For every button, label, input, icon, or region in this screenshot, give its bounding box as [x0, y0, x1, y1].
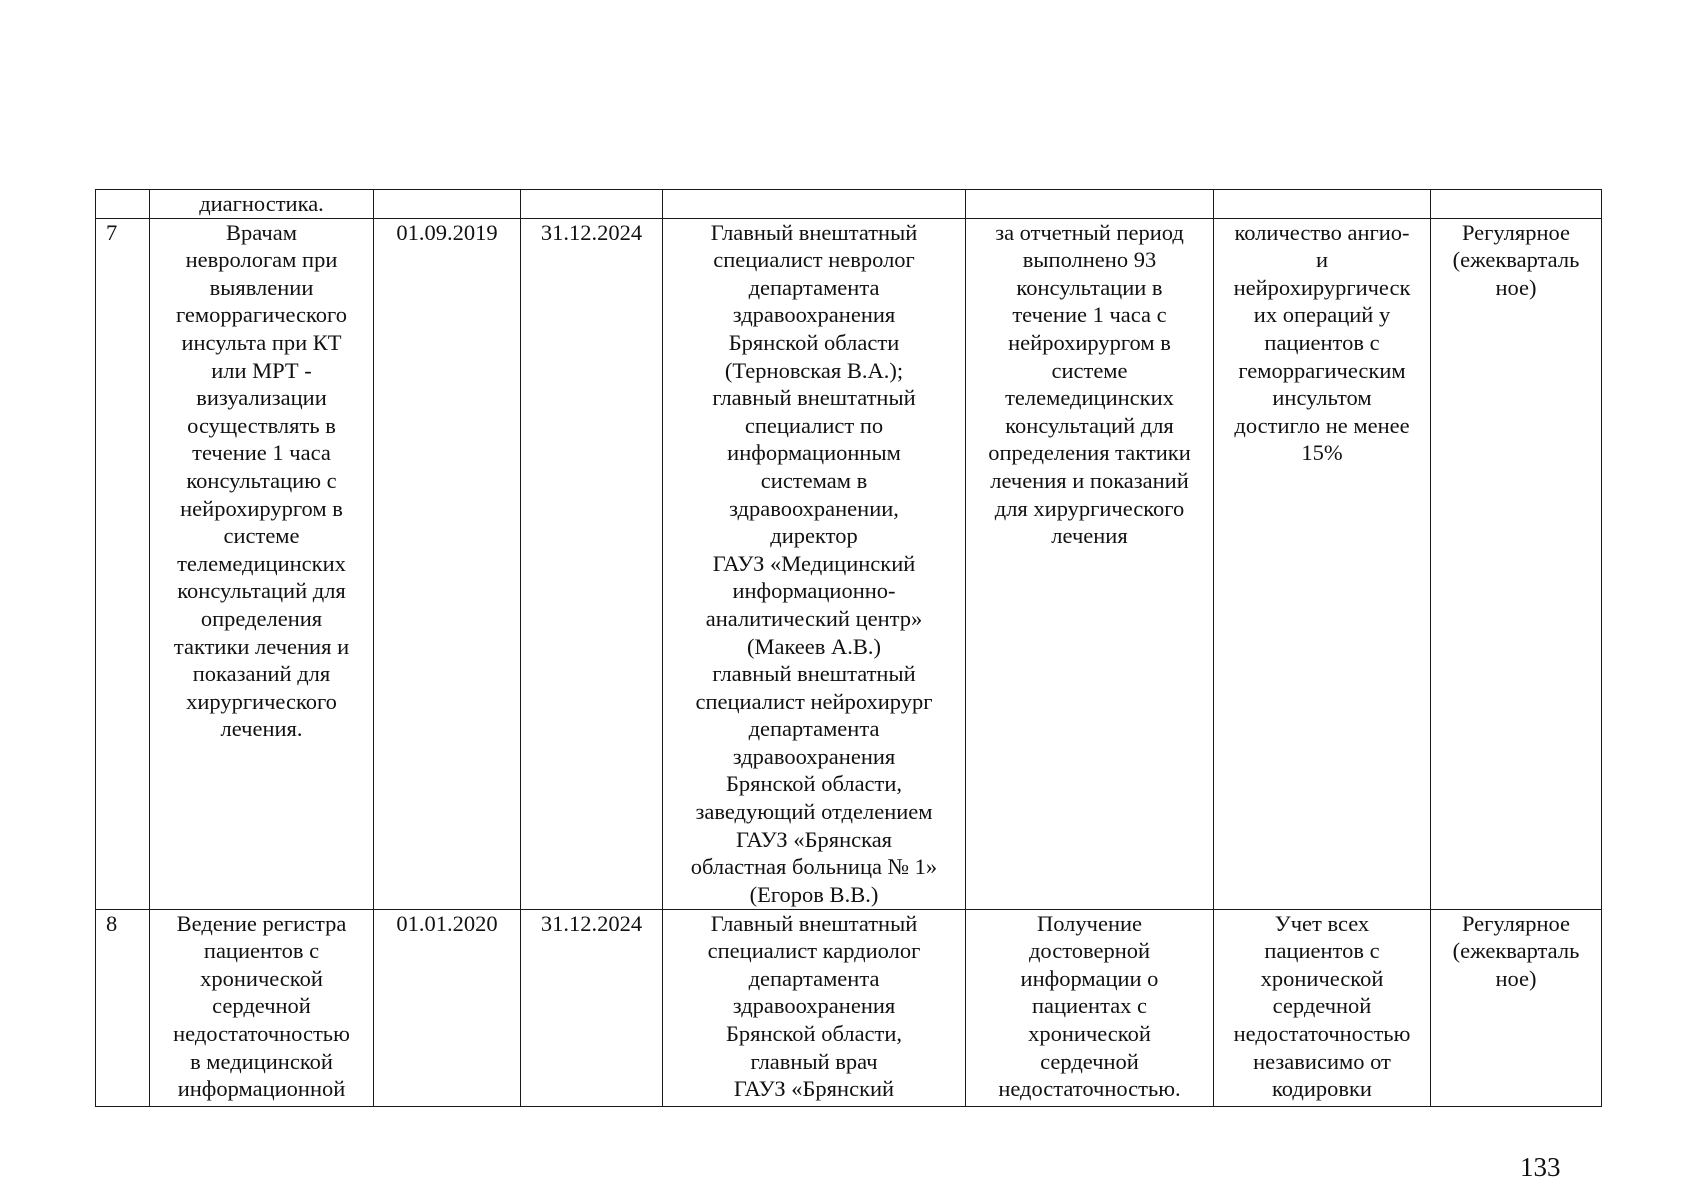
- cell-line: выполнено 93: [1022, 247, 1157, 273]
- cell-start-date: 01.01.2020: [374, 909, 521, 1106]
- cell-line: визуализации: [196, 385, 327, 411]
- cell-line: Ведение регистра: [176, 910, 347, 936]
- cell-line: ное): [1495, 274, 1537, 300]
- cell-start-date: [374, 190, 521, 219]
- cell-result: [966, 218, 1214, 909]
- cell-line: (ежекварталь: [1452, 247, 1580, 273]
- cell-line: и: [1315, 247, 1329, 273]
- cell-line: недостаточностью: [1233, 1020, 1411, 1046]
- cell-line: сердечной: [1272, 993, 1372, 1019]
- cell-line: или МРТ -: [211, 357, 312, 383]
- cell-end-date: [521, 190, 663, 219]
- cell-line: специалист по: [744, 412, 884, 438]
- cell-line: в медицинской: [190, 1048, 333, 1074]
- cell-end-date: 31.12.2024: [521, 909, 663, 1106]
- cell-line: Брянской области,: [725, 771, 903, 797]
- cell-line: определения тактики: [988, 440, 1191, 466]
- cell-line: департамента: [748, 716, 880, 742]
- cell-line: нейрохирургом в: [180, 495, 343, 521]
- cell-responsible: [663, 909, 966, 1106]
- plan-table: [95, 189, 1602, 1107]
- cell-line: главный врач: [750, 1048, 878, 1074]
- cell-line: здравоохранении,: [729, 495, 899, 521]
- cell-line: Брянской области,: [725, 1020, 903, 1046]
- cell-line: за отчетный период: [995, 219, 1184, 245]
- cell-responsible: [663, 218, 966, 909]
- cell-number: 7: [96, 218, 150, 909]
- cell-result: [966, 909, 1214, 1106]
- cell-line: системе: [1051, 357, 1128, 383]
- cell-line: пациентов с: [1264, 938, 1380, 964]
- cell-line: инсульта при КТ: [181, 329, 342, 355]
- cell-end-date: 31.12.2024: [521, 218, 663, 909]
- cell-line: информационным: [727, 440, 901, 466]
- cell-line: достоверной: [1028, 938, 1151, 964]
- cell-line: (ежекварталь: [1452, 938, 1580, 964]
- cell-line: Регулярное: [1461, 219, 1571, 245]
- cell-line: (Терновская В.А.);: [724, 357, 904, 383]
- cell-line: лечения и показаний: [990, 467, 1189, 493]
- cell-line: департамента: [748, 965, 880, 991]
- cell-line: консультаций для: [177, 578, 346, 604]
- cell-event: [150, 909, 374, 1106]
- cell-line: их операций у: [1253, 302, 1391, 328]
- cell-line: для хирургического: [994, 495, 1185, 521]
- cell-text: диагностика.: [199, 191, 324, 216]
- cell-line: тактики лечения и: [173, 633, 350, 659]
- cell-line: областная больница № 1»: [690, 854, 938, 880]
- cell-line: специалист невролог: [713, 247, 915, 273]
- cell-line: хирургического: [186, 688, 337, 714]
- table-row-8: [96, 909, 1602, 1106]
- cell-line: независимо от: [1253, 1048, 1391, 1074]
- cell-line: аналитический центр»: [705, 605, 923, 631]
- cell-line: геморрагическим: [1238, 357, 1406, 383]
- cell-line: Брянской области: [728, 329, 900, 355]
- cell-line: количество ангио-: [1234, 219, 1410, 245]
- cell-line: показаний для: [192, 661, 331, 687]
- cell-line: пациентов с: [1264, 329, 1380, 355]
- cell-line: здравоохранения: [732, 993, 896, 1019]
- cell-line: здравоохранения: [732, 302, 896, 328]
- cell-line: телемедицинских: [177, 550, 346, 576]
- cell-line: лечения: [1051, 523, 1128, 549]
- page-number: 133: [1520, 1152, 1561, 1182]
- cell-line: недостаточностью: [173, 1020, 350, 1046]
- cell-line: Получение: [1036, 910, 1143, 936]
- cell-type: [1431, 190, 1602, 219]
- cell-line: кодировки: [1272, 1076, 1372, 1102]
- cell-line: неврологам при: [185, 247, 338, 273]
- cell-line: главный внештатный: [712, 385, 916, 411]
- cell-line: достигло не менее: [1234, 412, 1410, 438]
- cell-line: заведующий отделением: [695, 799, 933, 825]
- cell-line: пациентов с: [203, 938, 320, 964]
- cell-line: осуществлять в: [187, 412, 336, 438]
- cell-line: Регулярное: [1461, 910, 1571, 936]
- cell-line: инсультом: [1272, 385, 1372, 411]
- cell-indicator: [1214, 190, 1431, 219]
- cell-number: [96, 190, 150, 219]
- cell-line: Учет всех: [1274, 910, 1370, 936]
- cell-line: (Егоров В.В.): [749, 881, 879, 907]
- cell-line: директор: [770, 523, 858, 549]
- cell-line: консультаций для: [1005, 412, 1174, 438]
- cell-line: нейрохирургическ: [1233, 274, 1411, 300]
- cell-responsible: [663, 190, 966, 219]
- cell-line: определения: [200, 605, 323, 631]
- cell-line: специалист нейрохирург: [695, 688, 933, 714]
- cell-line: департамента: [748, 274, 880, 300]
- cell-line: информационной: [177, 1076, 346, 1102]
- cell-line: специалист кардиолог: [707, 938, 921, 964]
- cell-line: хронической: [200, 965, 323, 991]
- cell-line: сердечной: [1040, 1048, 1139, 1074]
- cell-line: (Макеев А.В.): [746, 633, 882, 659]
- cell-line: Врачам: [226, 219, 297, 245]
- cell-line: консультации в: [1016, 274, 1163, 300]
- cell-line: сердечной: [212, 993, 311, 1019]
- cell-line: течение 1 часа с: [1012, 302, 1167, 328]
- cell-result: [966, 190, 1214, 219]
- cell-indicator: [1214, 218, 1431, 909]
- cell-line: лечения.: [220, 716, 303, 742]
- cell-line: пациентах с: [1031, 993, 1148, 1019]
- cell-line: здравоохранения: [732, 743, 896, 769]
- cell-line: выявлении: [209, 274, 314, 300]
- cell-line: главный внештатный: [712, 661, 916, 687]
- cell-line: ГАУЗ «Брянский: [733, 1076, 895, 1102]
- cell-type: [1431, 218, 1602, 909]
- cell-event: [150, 218, 374, 909]
- cell-line: ное): [1495, 965, 1537, 991]
- cell-line: системам в: [760, 467, 868, 493]
- cell-line: информации о: [1020, 965, 1159, 991]
- cell-event: [150, 190, 374, 219]
- cell-line: хронической: [1028, 1020, 1151, 1046]
- cell-line: геморрагического: [176, 302, 347, 328]
- cell-type: [1431, 909, 1602, 1106]
- cell-line: системе: [223, 523, 300, 549]
- table-row-7: [96, 218, 1602, 909]
- cell-line: Главный внештатный: [710, 219, 918, 245]
- cell-number: 8: [96, 909, 150, 1106]
- cell-line: Главный внештатный: [710, 910, 918, 936]
- cell-line: информационно-: [732, 578, 896, 604]
- cell-start-date: 01.09.2019: [374, 218, 521, 909]
- cell-line: ГАУЗ «Медицинский: [712, 550, 916, 576]
- cell-line: ГАУЗ «Брянская: [735, 826, 893, 852]
- cell-line: консультацию с: [186, 467, 337, 493]
- table-row-continuation: [96, 190, 1602, 219]
- cell-line: 15%: [1301, 440, 1343, 466]
- cell-line: нейрохирургом в: [1008, 329, 1171, 355]
- cell-line: течение 1 часа: [192, 440, 331, 466]
- cell-line: недостаточностью.: [998, 1076, 1181, 1102]
- cell-line: хронической: [1260, 965, 1384, 991]
- cell-indicator: [1214, 909, 1431, 1106]
- cell-line: телемедицинских: [1005, 385, 1174, 411]
